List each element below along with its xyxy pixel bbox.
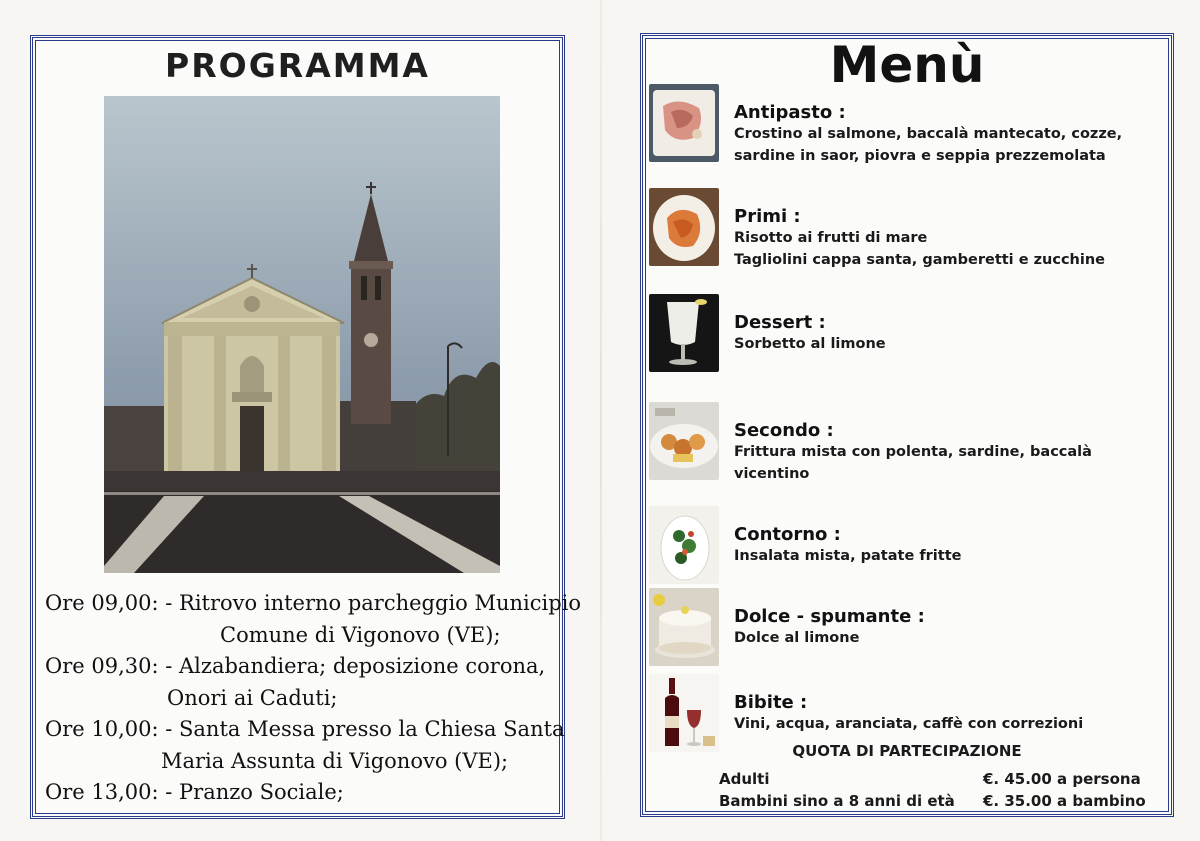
pasta-plate-icon: [649, 188, 719, 266]
schedule-line: Ore 09,30: - Alzabandiera; deposizione corona,: [45, 654, 546, 678]
course-contorno: [649, 506, 1169, 588]
course-desc: vicentino: [734, 465, 810, 482]
program-title: PROGRAMMA: [165, 46, 430, 85]
course-name: Bibite :: [734, 692, 808, 713]
schedule-line: Ore 09,00: - Ritrovo interno parcheggio Municipio: [45, 591, 582, 615]
course-desc: Insalata mista, patate fritte: [734, 548, 962, 564]
course-name: Contorno :: [734, 524, 841, 545]
course-antipasto: [649, 84, 1169, 166]
menu-title: Menù: [829, 36, 985, 94]
price-value: €. 45.00 a persona: [983, 770, 1141, 788]
program-panel: [30, 35, 582, 819]
church-photo: [104, 96, 500, 573]
course-desc: Crostino al salmone, baccalà mantecato, cozze,: [734, 126, 1123, 142]
price-row-adulti: [719, 770, 1155, 792]
sorbet-glass-icon: [649, 294, 719, 372]
menu-panel: [640, 33, 1174, 817]
schedule-line: Maria Assunta di Vigonovo (VE);: [161, 748, 509, 773]
course-name: Antipasto :: [734, 102, 846, 123]
course-dolce-spumante: [649, 588, 1169, 670]
quota-title: QUOTA DI PARTECIPAZIONE: [792, 742, 1022, 760]
schedule-line: Onori ai Caduti;: [167, 685, 338, 710]
course-primi: [649, 188, 1169, 270]
fried-fish-icon: [649, 402, 719, 480]
course-secondo: [649, 402, 1169, 484]
price-row-bambini: [719, 792, 1155, 814]
page-fold: [600, 0, 602, 841]
course-desc: Vini, acqua, aranciata, caffè con correzioni: [734, 716, 1084, 732]
schedule-list: [45, 588, 582, 809]
price-value: €. 35.00 a bambino: [983, 792, 1146, 810]
course-desc: Dolce al limone: [734, 630, 860, 646]
course-name: Dessert :: [734, 312, 826, 333]
price-label: Bambini sino a 8 anni di età: [719, 792, 955, 810]
schedule-line: Comune di Vigonovo (VE);: [220, 622, 501, 647]
course-name: Dolce - spumante :: [734, 606, 925, 627]
salad-bowl-icon: [649, 506, 719, 584]
course-name: Primi :: [734, 206, 801, 227]
course-name: Secondo :: [734, 420, 834, 441]
course-desc: Tagliolini cappa santa, gamberetti e zucchine: [734, 251, 1105, 268]
seafood-plate-icon: [649, 84, 719, 162]
course-desc: Frittura mista con polenta, sardine, baccalà: [734, 444, 1092, 460]
schedule-line: Ore 10,00: - Santa Messa presso la Chiesa Santa: [45, 717, 565, 741]
lemon-cake-icon: [649, 588, 719, 666]
course-desc: Sorbetto al limone: [734, 336, 886, 352]
wine-bottle-icon: [649, 674, 719, 752]
schedule-line: Ore 13,00: - Pranzo Sociale;: [45, 780, 344, 804]
course-dessert: [649, 294, 1169, 376]
course-desc: Risotto ai frutti di mare: [734, 230, 928, 246]
course-desc: sardine in saor, piovra e seppia prezzemolata: [734, 147, 1106, 164]
price-label: Adulti: [719, 770, 770, 788]
